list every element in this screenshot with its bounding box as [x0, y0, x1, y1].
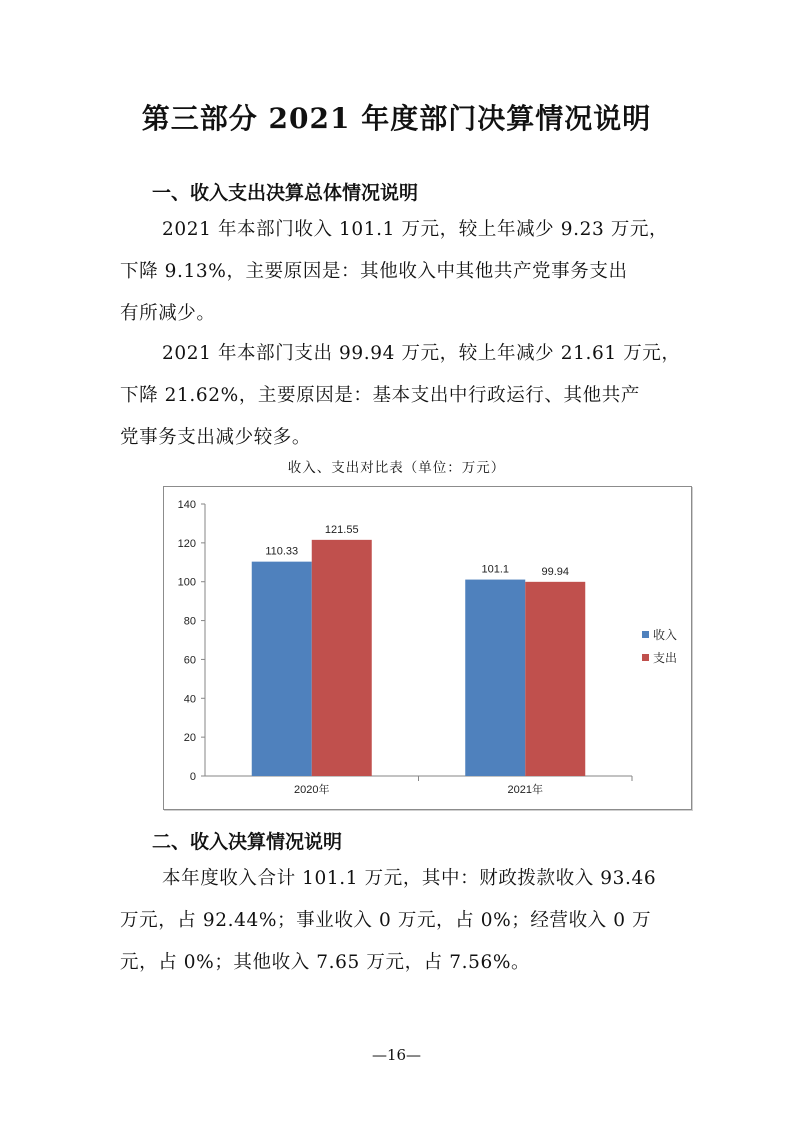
y-tick-label: 20: [183, 732, 196, 745]
x-tick-label: 2021年: [507, 784, 543, 796]
x-tick-label: 2020年: [294, 784, 330, 796]
bar-income: [252, 562, 312, 776]
y-tick-label: 140: [177, 499, 196, 511]
income-expense-bar-chart: [163, 486, 692, 810]
legend-swatch: [642, 654, 649, 661]
chart-canvas: [164, 487, 691, 809]
legend-label: 支出: [653, 651, 678, 665]
data-label: 101.1: [481, 563, 510, 576]
paragraph-line: 党事务支出减少较多。: [120, 427, 312, 448]
paragraph-line: 下降 21.62%，主要原因是：基本支出中行政运行、其他共产: [120, 385, 640, 406]
legend-label: 收入: [653, 628, 678, 642]
y-tick-label: 40: [183, 693, 196, 706]
y-tick-label: 60: [183, 654, 196, 667]
legend-swatch: [642, 631, 649, 638]
paragraph-line: 元，占 0%；其他收入 7.65 万元，占 7.56%。: [120, 952, 531, 973]
y-tick-label: 80: [183, 615, 196, 628]
section-heading-income: 二、收入决算情况说明: [152, 831, 343, 853]
paragraph-income-overview: [120, 209, 680, 335]
page-number: —16—: [371, 1046, 422, 1064]
data-label: 121.55: [324, 523, 359, 536]
bar-expense: [525, 582, 585, 776]
paragraph-line: 万元，占 92.44%；事业收入 0 万元，占 0%；经营收入 0 万: [120, 910, 652, 931]
paragraph-income-detail: [120, 858, 680, 984]
paragraph-line: 下降 9.13%，主要原因是：其他收入中其他共产党事务支出: [120, 261, 628, 282]
paragraph-expense-overview: [120, 333, 680, 459]
paragraph-line: 有所减少。: [120, 303, 216, 324]
paragraph-line: 2021 年本部门支出 99.94 万元，较上年减少 21.61 万元，: [162, 343, 681, 364]
data-label: 110.33: [265, 545, 299, 558]
paragraph-line: 本年度收入合计 101.1 万元，其中：财政拨款收入 93.46: [162, 868, 657, 889]
data-label: 99.94: [541, 565, 570, 578]
section-heading-overview: 一、收入支出决算总体情况说明: [152, 182, 419, 204]
bar-income: [465, 580, 525, 776]
page-title: 第三部分 2021 年度部门决算情况说明: [141, 102, 652, 135]
y-tick-label: 120: [177, 537, 196, 550]
chart-caption: 收入、支出对比表（单位：万元）: [287, 460, 506, 476]
paragraph-line: 2021 年本部门收入 101.1 万元，较上年减少 9.23 万元，: [162, 219, 669, 240]
bar-expense: [312, 540, 372, 776]
y-tick-label: 0: [189, 771, 196, 783]
y-tick-label: 100: [177, 576, 196, 589]
